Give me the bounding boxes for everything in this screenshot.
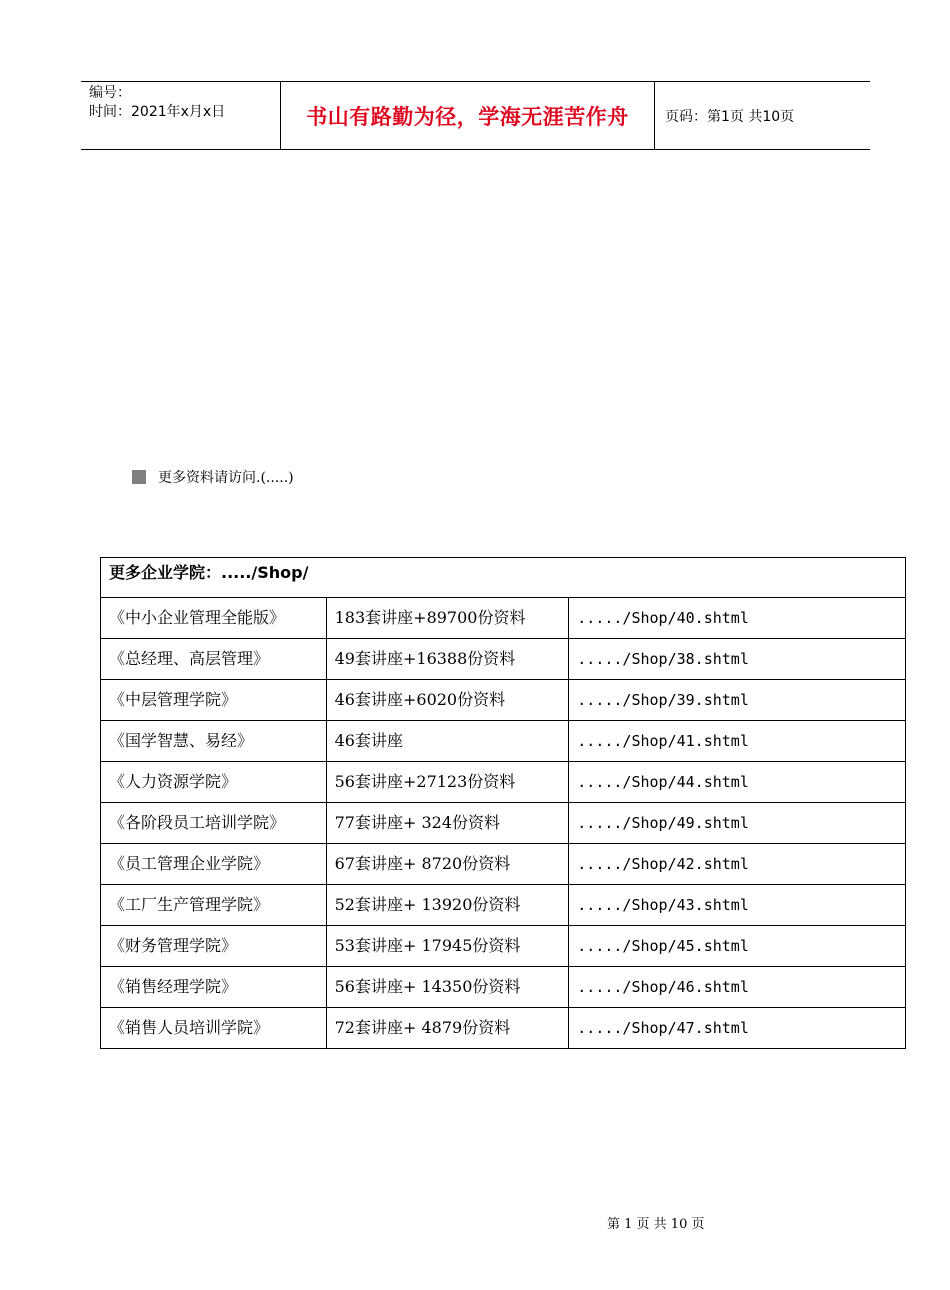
course-url-link[interactable]: ...../Shop/49.shtml [569,803,906,844]
course-name-cell: 《员工管理企业学院》 [101,844,327,885]
table-title: 更多企业学院：...../Shop/ [101,558,906,598]
course-content-cell: 67套讲座+ 8720份资料 [326,844,569,885]
course-name-cell: 《销售经理学院》 [101,967,327,1008]
time-label: 时间：2021年x月x日 [89,104,226,120]
course-name-cell: 《财务管理学院》 [101,926,327,967]
course-name-cell: 《人力资源学院》 [101,762,327,803]
table-row [101,680,906,721]
course-content-cell: 53套讲座+ 17945份资料 [326,926,569,967]
course-url-link[interactable]: ...../Shop/39.shtml [569,680,906,721]
square-bullet-icon [132,470,146,484]
course-url-link[interactable]: ...../Shop/38.shtml [569,639,906,680]
course-content-cell: 56套讲座+ 14350份资料 [326,967,569,1008]
course-content-cell: 49套讲座+16388份资料 [326,639,569,680]
course-url-link[interactable]: ...../Shop/43.shtml [569,885,906,926]
table-row [101,1008,906,1049]
course-url-link[interactable]: ...../Shop/45.shtml [569,926,906,967]
table-row [101,967,906,1008]
course-content-cell: 72套讲座+ 4879份资料 [326,1008,569,1049]
table-title-row [101,558,906,598]
header-page-info: 页码：第1页 共10页 [665,108,795,125]
course-url-link[interactable]: ...../Shop/40.shtml [569,598,906,639]
course-content-cell: 77套讲座+ 324份资料 [326,803,569,844]
more-info-text: 更多资料请访问.(.....) [158,470,294,486]
course-url-link[interactable]: ...../Shop/42.shtml [569,844,906,885]
course-name-cell: 《中小企业管理全能版》 [101,598,327,639]
table-row [101,885,906,926]
course-name-cell: 《各阶段员工培训学院》 [101,803,327,844]
course-content-cell: 52套讲座+ 13920份资料 [326,885,569,926]
course-content-cell: 46套讲座+6020份资料 [326,680,569,721]
course-name-cell: 《工厂生产管理学院》 [101,885,327,926]
header-motto: 书山有路勤为径，学海无涯苦作舟 [281,82,655,149]
course-url-link[interactable]: ...../Shop/44.shtml [569,762,906,803]
footer-page-number: 第 1 页 共 10 页 [607,1217,705,1232]
course-name-cell: 《国学智慧、易经》 [101,721,327,762]
table-row [101,639,906,680]
course-name-cell: 《总经理、高层管理》 [101,639,327,680]
table-row [101,598,906,639]
course-content-cell: 56套讲座+27123份资料 [326,762,569,803]
table-row [101,721,906,762]
course-content-cell: 46套讲座 [326,721,569,762]
course-name-cell: 《销售人员培训学院》 [101,1008,327,1049]
page-footer [0,1213,950,1232]
table-row [101,803,906,844]
header-meta [81,82,281,149]
more-info-line [132,467,294,487]
course-table [100,557,906,1049]
course-url-link[interactable]: ...../Shop/41.shtml [569,721,906,762]
course-content-cell: 183套讲座+89700份资料 [326,598,569,639]
number-label: 编号： [89,85,131,101]
table-row [101,844,906,885]
page-header [81,81,870,150]
course-url-link[interactable]: ...../Shop/47.shtml [569,1008,906,1049]
table-row [101,926,906,967]
table-row [101,762,906,803]
course-name-cell: 《中层管理学院》 [101,680,327,721]
course-url-link[interactable]: ...../Shop/46.shtml [569,967,906,1008]
